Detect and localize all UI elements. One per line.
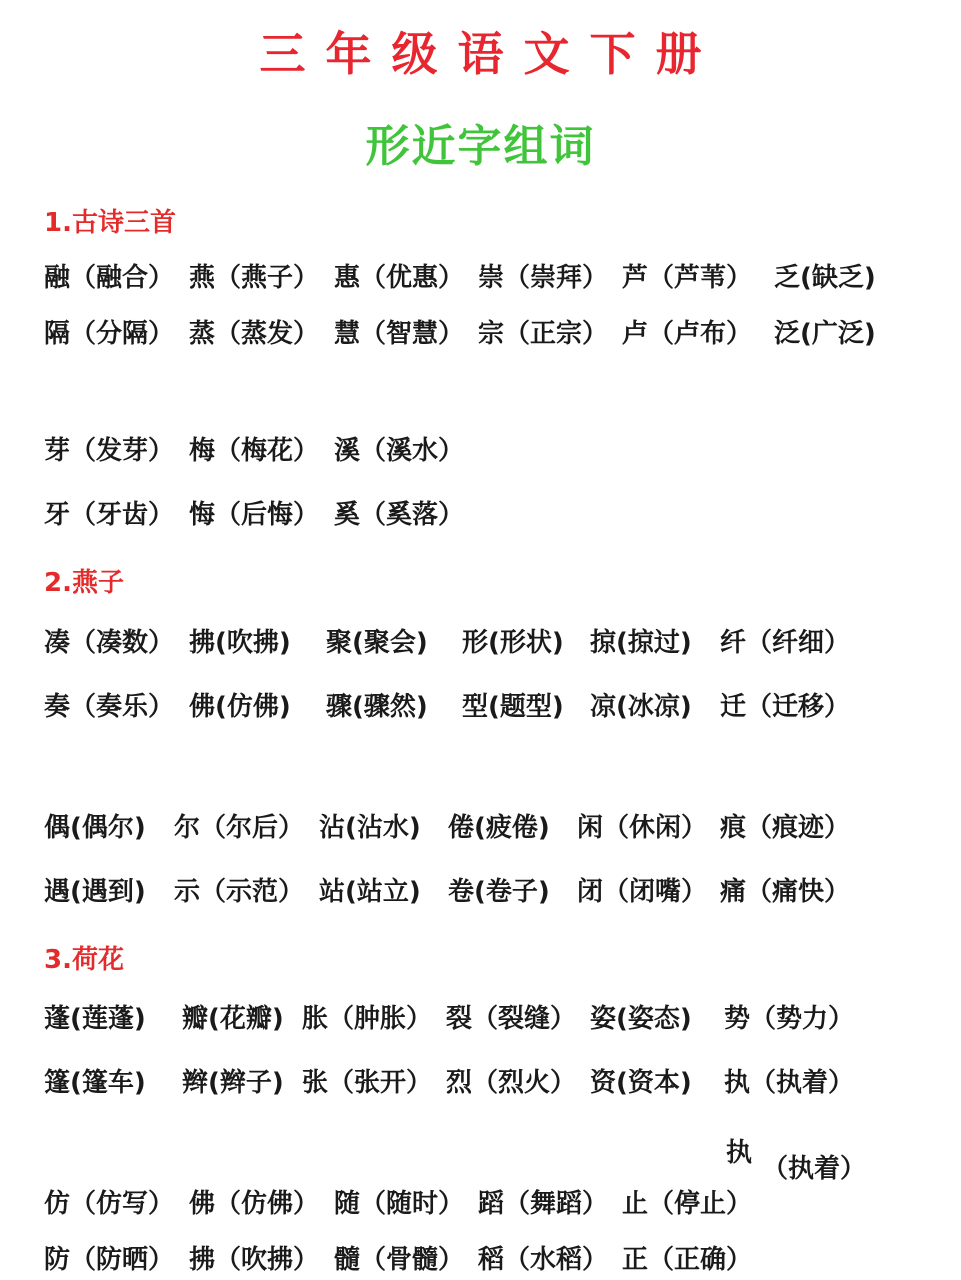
word-pair: 痛（痛快）	[720, 877, 851, 907]
word-pair: 隔（分隔）	[44, 319, 175, 349]
word-pair: 泛(广泛)	[774, 319, 876, 349]
word-pair: 资(资本)	[590, 1068, 692, 1098]
word-pair: 辫(辫子)	[182, 1068, 284, 1098]
word-pair: 闭（闭嘴）	[577, 877, 708, 907]
stray-word: （执着）	[762, 1154, 867, 1184]
word-pair: 偶(偶尔)	[44, 813, 146, 843]
word-pair: 佛(仿佛)	[189, 692, 291, 722]
word-pair: 痕（痕迹）	[720, 813, 851, 843]
word-pair: 尔（尔后）	[174, 813, 305, 843]
word-pair: 沾(沾水)	[319, 813, 421, 843]
word-pair: 执（执着）	[724, 1068, 855, 1098]
section-heading-3: 3.荷花	[44, 945, 124, 975]
word-pair: 防（防晒）	[44, 1245, 175, 1275]
word-pair: 芽（发芽）	[44, 436, 175, 466]
word-pair: 崇（崇拜）	[478, 263, 609, 293]
word-pair: 凉(冰凉)	[590, 692, 692, 722]
word-pair: 胀（肿胀）	[302, 1004, 433, 1034]
word-pair: 梅（梅花）	[189, 436, 320, 466]
word-pair: 溪（溪水）	[334, 436, 465, 466]
stray-char: 执	[726, 1138, 753, 1168]
word-pair: 止（停止）	[622, 1189, 753, 1219]
word-pair: 裂（裂缝）	[446, 1004, 577, 1034]
word-pair: 卷(卷子)	[448, 877, 550, 907]
word-pair: 张（张开）	[302, 1068, 433, 1098]
section-heading-2: 2.燕子	[44, 568, 124, 598]
word-pair: 拂（吹拂）	[189, 1245, 320, 1275]
word-pair: 形(形状)	[462, 628, 564, 658]
word-pair: 稻（水稻）	[478, 1245, 609, 1275]
word-pair: 烈（烈火）	[446, 1068, 577, 1098]
word-pair: 随（随时）	[334, 1189, 465, 1219]
section-heading-1: 1.古诗三首	[44, 208, 176, 238]
word-pair: 迁（迁移）	[720, 692, 851, 722]
word-pair: 蹈（舞蹈）	[478, 1189, 609, 1219]
word-pair: 示（示范）	[174, 877, 305, 907]
word-pair: 凑（凑数）	[44, 628, 175, 658]
word-pair: 势（势力）	[724, 1004, 855, 1034]
word-pair: 纤（纤细）	[720, 628, 851, 658]
word-pair: 遇(遇到)	[44, 877, 146, 907]
word-pair: 正（正确）	[622, 1245, 753, 1275]
word-pair: 聚(聚会)	[326, 628, 428, 658]
word-pair: 惠（优惠）	[334, 263, 465, 293]
word-pair: 蓬(莲蓬)	[44, 1004, 146, 1034]
word-pair: 卢（卢布）	[622, 319, 753, 349]
word-pair: 蒸（蒸发）	[189, 319, 320, 349]
word-pair: 髓（骨髓）	[334, 1245, 465, 1275]
page-title: 三年级语文下册	[259, 27, 722, 81]
word-pair: 佛（仿佛）	[189, 1189, 320, 1219]
word-pair: 牙（牙齿）	[44, 500, 175, 530]
word-pair: 拂(吹拂)	[189, 628, 291, 658]
word-pair: 融（融合）	[44, 263, 175, 293]
word-pair: 篷(篷车)	[44, 1068, 146, 1098]
word-pair: 掠(掠过)	[590, 628, 692, 658]
word-pair: 瓣(花瓣)	[182, 1004, 284, 1034]
word-pair: 骤(骤然)	[326, 692, 428, 722]
word-pair: 悔（后悔）	[189, 500, 320, 530]
word-pair: 慧（智慧）	[334, 319, 465, 349]
page-subtitle: 形近字组词	[365, 121, 596, 172]
word-pair: 宗（正宗）	[478, 319, 609, 349]
word-pair: 倦(疲倦)	[448, 813, 550, 843]
word-pair: 姿(姿态)	[590, 1004, 692, 1034]
word-pair: 闲（休闲）	[577, 813, 708, 843]
word-pair: 仿（仿写）	[44, 1189, 175, 1219]
word-pair: 奚（奚落）	[334, 500, 465, 530]
word-pair: 燕（燕子）	[189, 263, 320, 293]
word-pair: 奏（奏乐）	[44, 692, 175, 722]
word-pair: 型(题型)	[462, 692, 564, 722]
word-pair: 芦（芦苇）	[622, 263, 753, 293]
word-pair: 乏(缺乏)	[774, 263, 876, 293]
word-pair: 站(站立)	[319, 877, 421, 907]
